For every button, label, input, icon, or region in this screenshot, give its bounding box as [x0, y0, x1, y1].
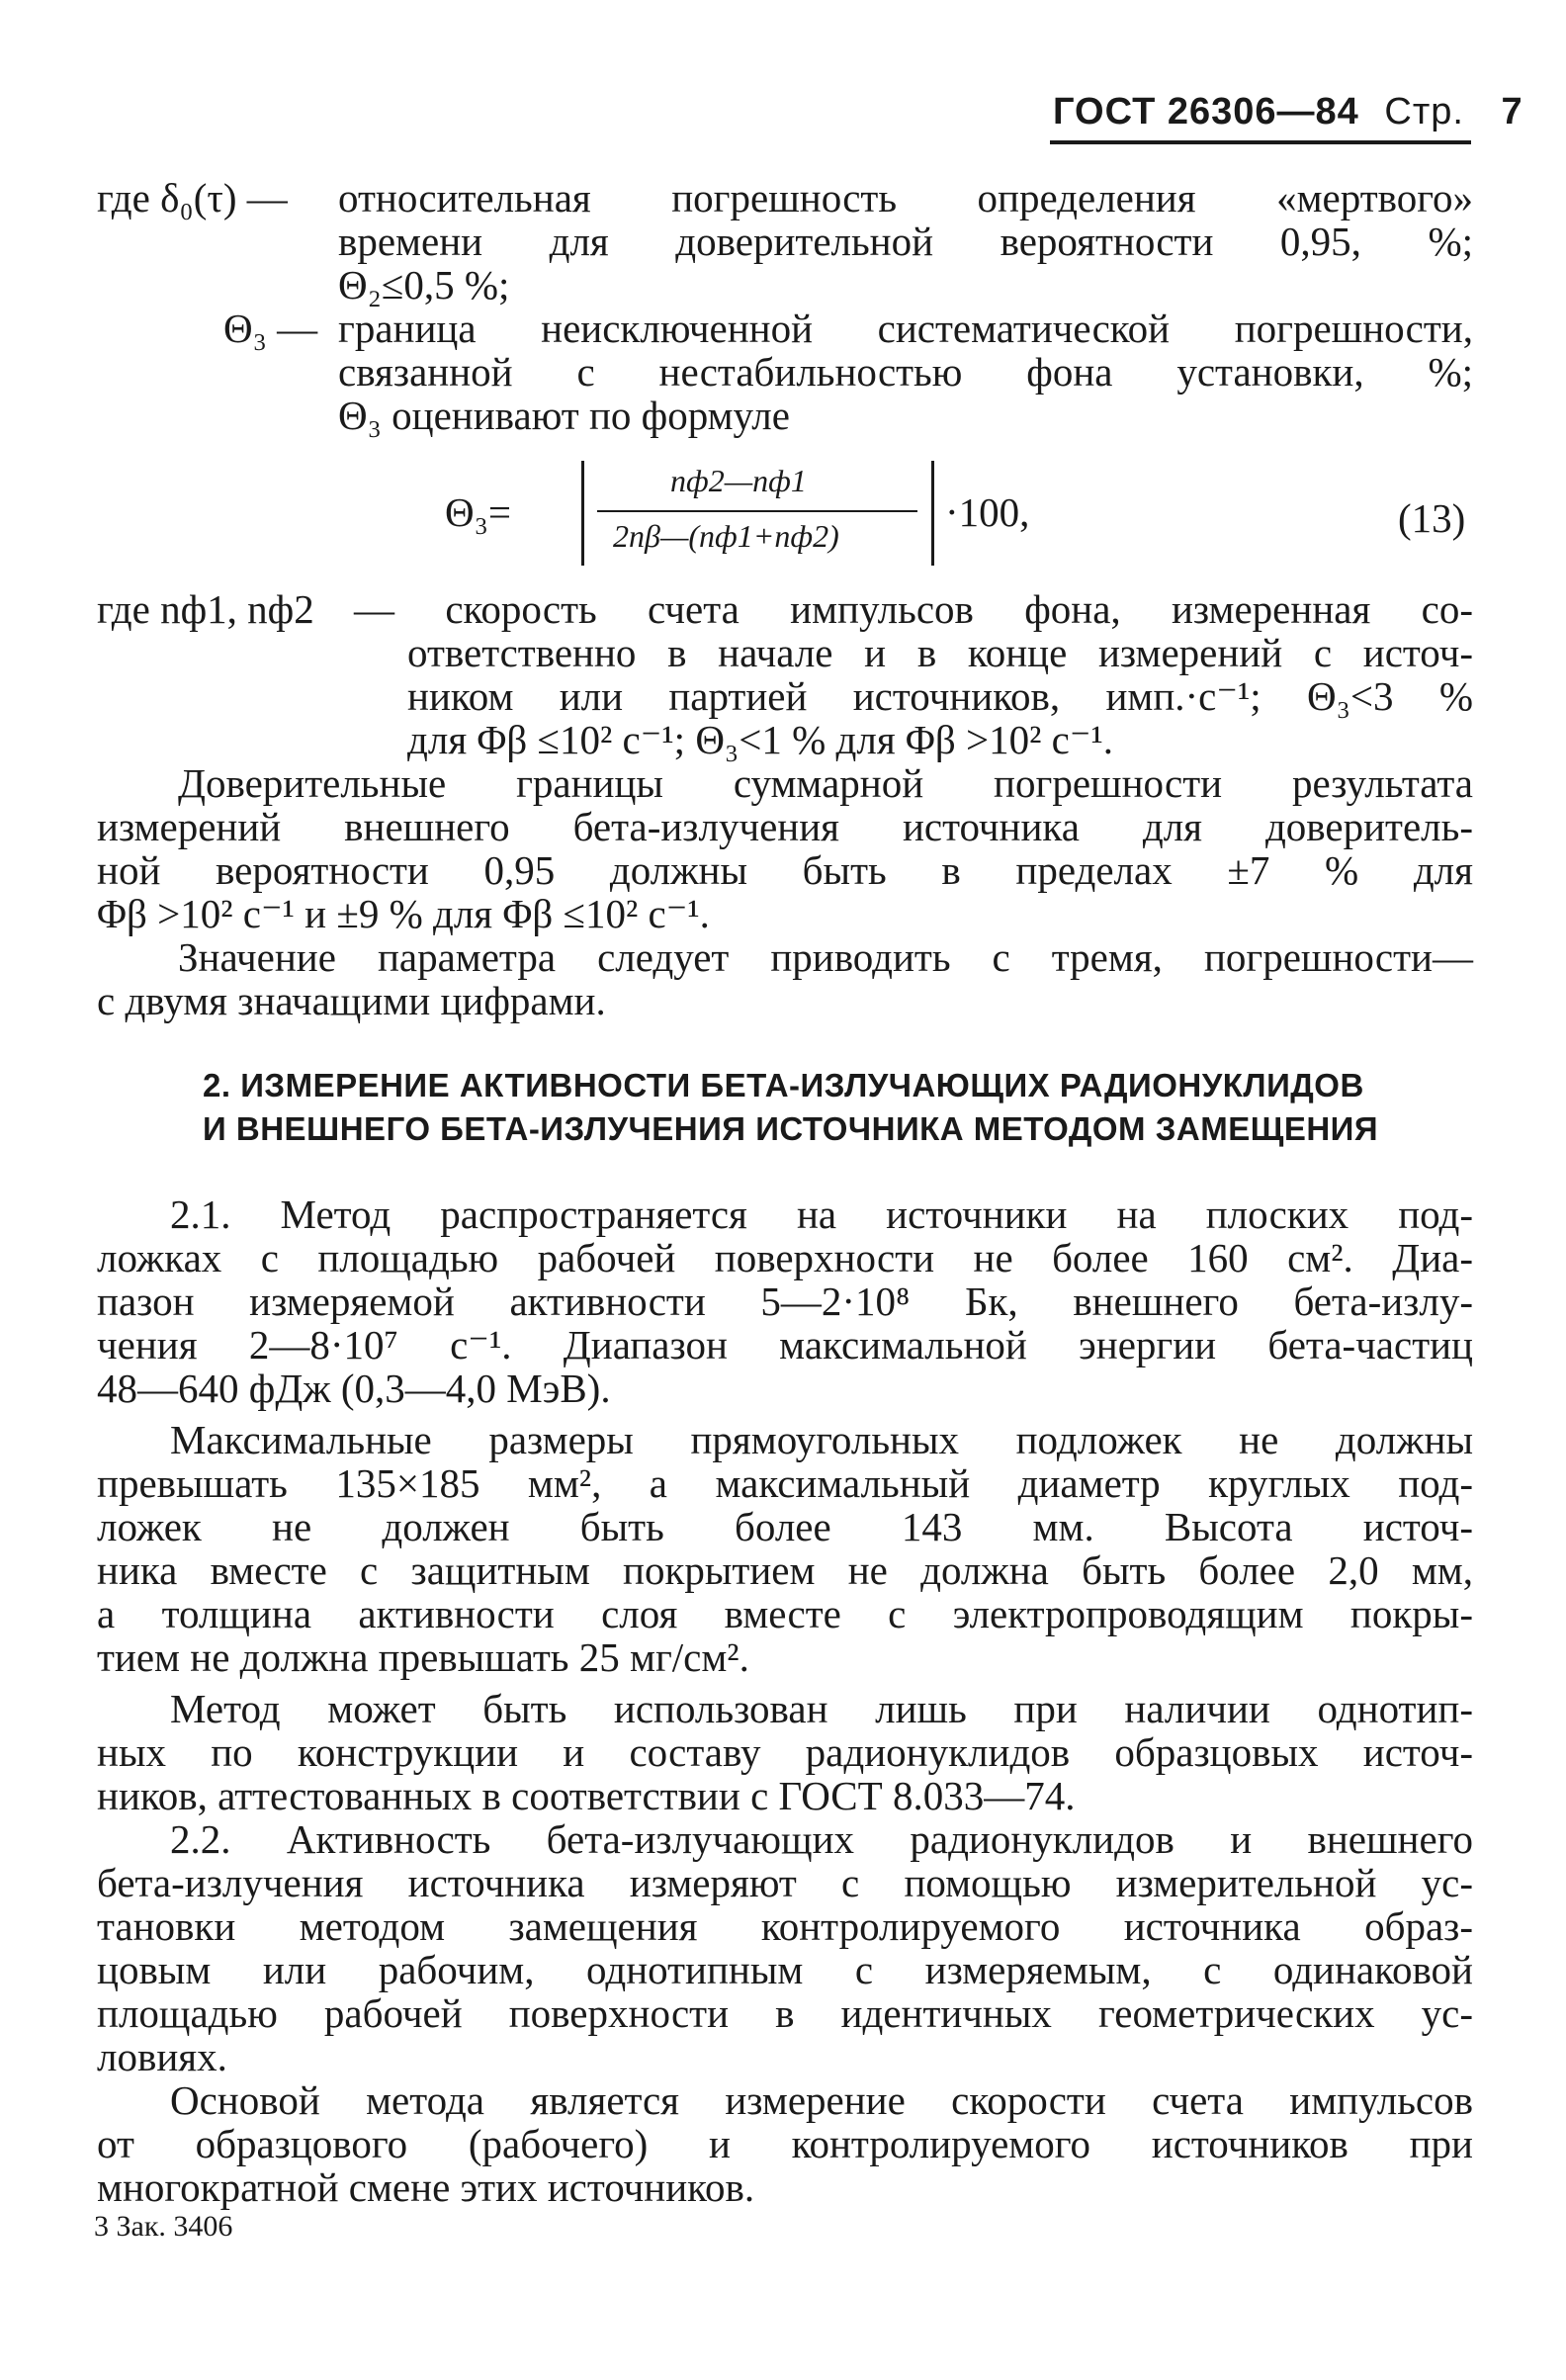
paragraph-line: Основой метода является измерение скорости счета импульсов: [170, 2077, 1473, 2123]
paragraph-line: пазон измеряемой активности 5—2·10⁸ Бк, внешнего бета-излу-: [97, 1278, 1473, 1324]
standard-number: ГОСТ 26306—84: [1053, 91, 1359, 132]
header-rule: [1050, 140, 1471, 144]
paragraph-line: а толщина активности слоя вместе с электропроводящим покры-: [97, 1591, 1473, 1636]
definition-text: времени для доверительной вероятности 0,95, %;: [338, 219, 1473, 264]
page-label: Стр.: [1384, 91, 1464, 132]
formula-13: [425, 457, 1493, 575]
paragraph-line: площадью рабочей поверхности в идентичных геометрических ус-: [97, 1990, 1473, 2036]
definition-text: — скорость счета импульсов фона, измеренная со-: [354, 586, 1473, 632]
paragraph-line: ловиях.: [97, 2034, 227, 2079]
definition-term-nf: где nф1, nф2: [97, 586, 314, 632]
paragraph-line: от образцового (рабочего) и контролируемого источников при: [97, 2121, 1473, 2166]
formula-factor: ·100,: [945, 489, 1030, 535]
running-header: [1053, 91, 1523, 140]
page-number: 7: [1501, 91, 1523, 132]
paragraph-line: превышать 135×185 мм², а максимальный диаметр круглых под-: [97, 1460, 1473, 1506]
section-heading: И ВНЕШНЕГО БЕТА-ИЗЛУЧЕНИЯ ИСТОЧНИКА МЕТОДОМ ЗАМЕЩЕНИЯ: [203, 1110, 1379, 1147]
definition-text: ником или партией источников, имп.·с⁻¹; Θ₃<3 %: [407, 673, 1473, 719]
paragraph-line: ников, аттестованных в соответствии с ГОСТ 8.033—74.: [97, 1773, 1076, 1818]
paragraph-line: ложках с площадью рабочей поверхности не более 160 см². Диа-: [97, 1235, 1473, 1280]
abs-bar-right: [931, 461, 934, 566]
formula-numerator: nф2—nф1: [670, 463, 807, 498]
definition-text: ответственно в начале и в конце измерений с источ-: [407, 630, 1473, 675]
definition-text: Θ₃ оценивают по формуле: [338, 393, 790, 438]
section-heading: 2. ИЗМЕРЕНИЕ АКТИВНОСТИ БЕТА-ИЗЛУЧАЮЩИХ РАДИОНУКЛИДОВ: [203, 1067, 1364, 1103]
definition-text: относительная погрешность определения «мертвого»: [338, 175, 1473, 220]
paragraph-line: цовым или рабочим, однотипным с измеряемым, с одинаковой: [97, 1947, 1473, 1992]
formula-number: (13): [1398, 495, 1466, 541]
paragraph-line: с двумя значащими цифрами.: [97, 978, 606, 1023]
paragraph-line: Значение параметра следует приводить с тремя, погрешности—: [178, 934, 1473, 980]
paragraph-line: бета-излучения источника измеряют с помощью измерительной ус-: [97, 1860, 1473, 1905]
paragraph-line: ных по конструкции и составу радионуклидов образцовых источ-: [97, 1729, 1473, 1775]
paragraph-line: тановки методом замещения контролируемого источника образ-: [97, 1903, 1473, 1949]
definition-term-theta3: Θ₃ —: [223, 306, 318, 351]
definition-text: связанной с нестабильностью фона установки, %;: [338, 349, 1473, 395]
definition-text: Θ₂≤0,5 %;: [338, 262, 510, 308]
paragraph-line: измерений внешнего бета-излучения источника для доверитель-: [97, 804, 1473, 849]
paragraph-line: 48—640 фДж (0,3—4,0 МэВ).: [97, 1366, 611, 1411]
formula-denominator: 2nβ—(nф1+nф2): [613, 518, 839, 554]
paragraph-line: Доверительные границы суммарной погрешности результата: [178, 760, 1473, 806]
definition-text: для Φβ ≤10² с⁻¹; Θ₃<1 % для Φβ >10² с⁻¹.: [407, 717, 1114, 762]
fraction-line: [597, 510, 917, 512]
paragraph-line: ника вместе с защитным покрытием не должна быть более 2,0 мм,: [97, 1547, 1473, 1593]
paragraph-line: ложек не должен быть более 143 мм. Высота источ-: [97, 1504, 1473, 1549]
print-footer: 3 Зак. 3406: [94, 2210, 233, 2243]
definition-term-d0: где δ₀(τ) —: [97, 175, 288, 220]
paragraph-line: тием не должна превышать 25 мг/см².: [97, 1634, 749, 1680]
paragraph-line: 2.2. Активность бета-излучающих радионуклидов и внешнего: [170, 1816, 1473, 1862]
paragraph-line: ной вероятности 0,95 должны быть в пределах ±7 % для: [97, 847, 1473, 893]
formula-lhs: Θ₃=: [445, 489, 512, 535]
paragraph-line: многократной смене этих источников.: [97, 2164, 755, 2210]
paragraph-line: Φβ >10² с⁻¹ и ±9 % для Φβ ≤10² с⁻¹.: [97, 891, 710, 936]
abs-bar-left: [581, 461, 584, 566]
paragraph-line: Метод может быть использован лишь при наличии однотип-: [170, 1686, 1473, 1731]
paragraph-line: 2.1. Метод распространяется на источники на плоских под-: [170, 1191, 1473, 1237]
paragraph-line: чения 2—8·10⁷ с⁻¹. Диапазон максимальной энергии бета-частиц: [97, 1322, 1473, 1367]
paragraph-line: Максимальные размеры прямоугольных подложек не должны: [170, 1417, 1473, 1462]
definition-text: граница неисключенной систематической погрешности,: [338, 306, 1473, 351]
